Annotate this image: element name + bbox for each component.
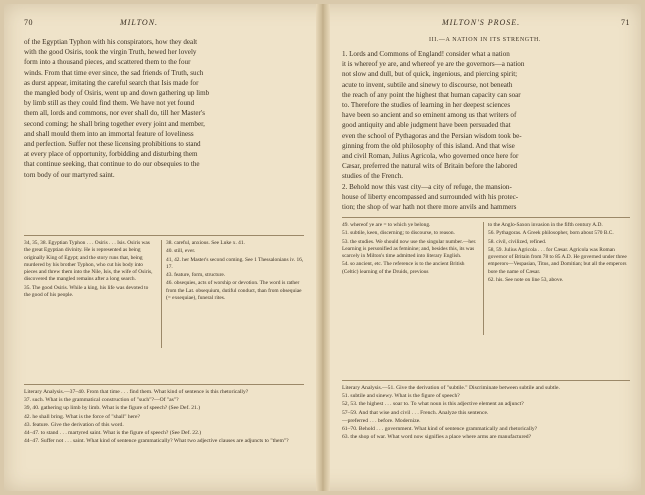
- right-page: [330, 4, 641, 491]
- footnote: 58. civil, civilized, refined.: [488, 238, 547, 245]
- footnote-column: [342, 222, 478, 277]
- analysis-line: 63. the shop of war. What word now signifies a place where arms are manufactured?: [342, 434, 532, 441]
- body-line: 2. Behold now this vast city—a city of refuge, the mansion-: [342, 182, 512, 191]
- book-spread: [4, 4, 641, 491]
- body-line: it is whereof ye are, and whereof ye are the governors—a nation: [342, 60, 525, 69]
- body-line: second coming; he shall bring together every joint and member,: [24, 119, 205, 128]
- body-line: at every place of opportunity, forbidding and disturbing them: [24, 150, 198, 159]
- footnote: 53. the studies. We should now use the singular number.—her. Learning is personified as feminine; and, besides this, its was scarcely in Milton's time admitted into literary English.: [342, 238, 477, 260]
- footnote-column: [488, 222, 630, 285]
- analysis-line: 44–47. Suffer not . . . saint. What kind of sentence grammatically? What two adjective clauses are adjuncts to "them"?: [24, 438, 289, 445]
- body-line: 1. Lords and Commons of England! consider what a nation: [342, 50, 510, 58]
- left-body-text: [24, 37, 304, 180]
- footnote: 51. subtile, keen, discerning; to discourse, to reason.: [342, 230, 455, 237]
- footnote-column: [24, 240, 156, 300]
- footnote: 43. feature, form, structure.: [166, 272, 226, 279]
- body-line: them all, lords and commons, nor ever shall do, till her Master's: [24, 109, 205, 118]
- analysis-line: 39, 40. gathering up limb by limb. What is the figure of speech? (See Def. 21.): [24, 405, 201, 412]
- right-body-text: [342, 49, 630, 212]
- body-line: of the Egyptian Typhon with his conspirators, how they dealt: [24, 38, 198, 46]
- left-page-number: 70: [24, 18, 33, 27]
- body-line: and perfection. Suffer not these licensing prohibitions to stand: [24, 140, 201, 149]
- analysis-line: 37. such. What is the grammatical construction of "such"?—Of "as"?: [24, 397, 179, 404]
- body-line: Cæsar, preferred the natural wits of Britain before the labored: [342, 162, 518, 171]
- body-line: with the good Osiris, took the virgin Truth, hewed her lovely: [24, 48, 197, 57]
- body-line: have been so ancient and so eminent among us that writers of: [342, 111, 517, 120]
- left-page: [4, 4, 316, 491]
- body-line: acute to invent, subtile and sinewy to discourse, not beneath: [342, 80, 513, 89]
- analysis-line: —preferred . . . before. Modernize.: [342, 417, 421, 424]
- body-line: studies of the French.: [342, 172, 404, 181]
- body-line: by limb still as they could find them. We have not yet found: [24, 99, 195, 108]
- footnote: 46. obsequies, acts of worship or devotion. The word is rather from the Lat. obsequium, dutiful conduct, than from obsequiae (= exsequiae), funeral rites.: [166, 280, 302, 302]
- left-footnotes: [24, 240, 306, 350]
- right-footnotes: [342, 222, 632, 337]
- footnote: 56. Pythagoras. A Greek philosopher, born about 570 B.C.: [488, 230, 614, 237]
- notes-divider: [342, 217, 630, 218]
- footnote: 34, 35, 38. Egyptian Typhon . . . Osiris . . . Isis. Osiris was the great Egyptian divinity. He is represented as being originally King of Egypt; and the story runs that, being murdered by his brother Typhon, who cut his body into pieces and threw them into the Nile, Isis, the wife of Osiris, discovered the mangled remains after a long search.: [24, 240, 153, 283]
- left-running-title: MILTON.: [120, 18, 159, 27]
- analysis-line: 57–59. And that wise and civil . . . French. Analyze this sentence.: [342, 409, 489, 416]
- body-line: good antiquity and able judgment have been persuaded that: [342, 121, 511, 130]
- analysis-line: 43. feature. Give the derivation of this word.: [24, 421, 124, 428]
- footnote: 54. so ancient, etc. The reference is to the ancient British (Celtic) learning of the Druids, previous: [342, 261, 465, 275]
- right-page-number: 71: [621, 18, 630, 27]
- body-line: not slow and dull, but of quick, ingenious, and piercing spirit;: [342, 70, 518, 79]
- analysis-line: Literary Analysis.—37–40. From that time . . . find them. What kind of sentence is this rhetorically?: [24, 389, 249, 395]
- body-line: tion; the shop of war hath not there more anvils and hammers: [342, 203, 517, 212]
- analysis-line: 61–70. Behold . . . government. What kind of sentence grammatically and rhetorically?: [342, 426, 538, 433]
- body-line: that continue seeking, that continue to do our obsequies to the: [24, 160, 200, 169]
- body-line: as durst appear, imitating the careful search that Isis made for: [24, 78, 199, 87]
- footnote: to the Anglo-Saxon invasion in the fifth century A.D.: [488, 222, 603, 228]
- notes-divider: [24, 235, 304, 236]
- body-line: house of liberty encompassed and surrounded with his protec-: [342, 192, 519, 201]
- footnote: 49. whereof ye are = to which ye belong.: [342, 222, 431, 228]
- body-line: and shall mould them into an immortal feature of loveliness: [24, 129, 194, 138]
- body-line: ginning from the old philosophy of this island. And that wise: [342, 141, 515, 150]
- body-line: winds. From that time ever since, the sad friends of Truth, such: [24, 68, 204, 77]
- analysis-line: 42. he shall bring. What is the force of "shall" here?: [24, 413, 140, 420]
- analysis-line: 44–47. to stand . . . martyred saint. What is the figure of speech? (See Def. 22.): [24, 430, 202, 437]
- footnote: 40. still, ever.: [166, 248, 196, 255]
- body-line: form into a thousand pieces, and scattered them to the four: [24, 58, 191, 67]
- analysis-divider: [24, 384, 304, 385]
- section-heading: III.—A NATION IN ITS STRENGTH.: [429, 37, 541, 43]
- book-gutter: [316, 4, 330, 491]
- column-divider: [161, 240, 162, 348]
- right-running-title: MILTON'S PROSE.: [442, 18, 521, 27]
- body-line: torn body of our martyred saint.: [24, 170, 115, 179]
- footnote: 35. The good Osiris. While a king, his life was devoted to the good of his people.: [24, 284, 149, 299]
- body-line: the reach of any point the highest that human capacity can soar: [342, 90, 521, 99]
- footnote: 62. his. See note on line 53, above.: [488, 277, 564, 284]
- body-line: the mangled body of Osiris, went up and down gathering up limb: [24, 89, 210, 98]
- right-literary-analysis: [342, 384, 632, 441]
- body-line: to. Therefore the studies of learning in her deepest sciences: [342, 101, 511, 110]
- footnote: 38. careful, anxious. See Luke x. 41.: [166, 240, 245, 246]
- column-divider: [483, 222, 484, 335]
- footnote-column: [166, 240, 304, 303]
- analysis-line: 51. subtile and sinewy. What is the figure of speech?: [342, 393, 460, 400]
- footnote: 41, 42. her Master's second coming. See 1 Thessalonians iv. 16, 17.: [166, 256, 304, 270]
- body-line: and civil Roman, Julius Agricola, who governed once here for: [342, 152, 519, 161]
- analysis-line: Literary Analysis.—51. Give the derivation of "subtile." Discriminate between subtile and subtle.: [342, 385, 560, 391]
- body-line: even the school of Pythagoras and the Persian wisdom took be-: [342, 131, 522, 140]
- analysis-divider: [342, 380, 630, 381]
- left-literary-analysis: [24, 388, 306, 445]
- footnote: 58, 59. Julius Agricola . . . for Cæsar. Agricola was Roman governor of Britain from 78 to 85 A.D. He governed under three emperors—Vespasian, Titus, and Domitian; but all the emperors bore the name of Cæsar.: [488, 246, 627, 275]
- analysis-line: 52, 53. the highest . . . soar to. To what noun is this adjective element an adjunct?: [342, 401, 524, 408]
